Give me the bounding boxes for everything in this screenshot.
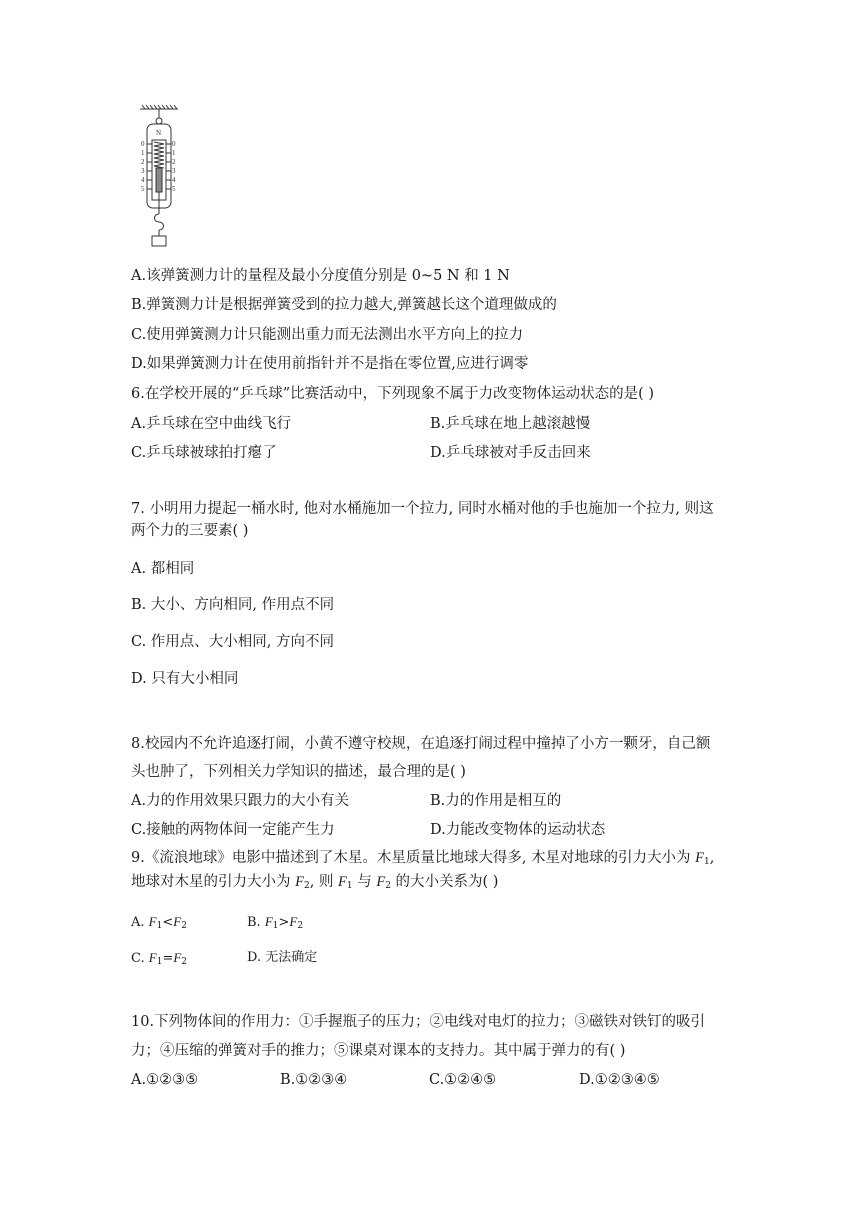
q8-stem-line-1: 8.校园内不允许追逐打闹，小黄不遵守校规，在追逐打闹过程中撞掉了小方一颗牙，自己额 (131, 736, 711, 752)
scale-tick-label-right: 1 (172, 149, 176, 157)
q10-option-a: A.①②③⑤ (131, 1072, 199, 1088)
var-f2: F (173, 914, 182, 929)
q10-option-c: C.①②④⑤ (429, 1072, 497, 1088)
q8-option-a: A.力的作用效果只跟力的大小有关 (131, 793, 350, 809)
var-f1: F (338, 874, 347, 890)
q8-option-b: B.力的作用是相互的 (430, 793, 562, 809)
q7-option-b: B. 大小、方向相同, 作用点不同 (131, 597, 335, 613)
q5-option-c: C.使用弹簧测力计只能测出重力而无法测出水平方向上的拉力 (131, 327, 524, 343)
q9-stem-text: 的大小关系为( ) (390, 874, 499, 890)
sub-2: 2 (385, 881, 391, 891)
q6-option-row-2 (131, 443, 591, 463)
q5-option-a: A.该弹簧测力计的量程及最小分度值分别是 0~5 N 和 1 N (131, 268, 510, 284)
q10-option-b: B.①②③④ (280, 1072, 348, 1088)
scale-unit-label: N (156, 129, 162, 137)
scale-tick-label-left: 0 (141, 140, 145, 148)
q10-stem-line-2: 力；④压缩的弹簧对手的推力；⑤课桌对课本的支持力。其中属于弹力的有( ) (131, 1043, 626, 1059)
q5-option-d: D.如果弹簧测力计在使用前指针并不是指在零位置,应进行调零 (131, 356, 529, 372)
var-f2: F (295, 874, 304, 890)
q7-option-a: A. 都相同 (131, 561, 195, 577)
scale-tick-label-left: 4 (141, 176, 145, 184)
scale-tick-label-right: 4 (172, 176, 176, 184)
q6-option-b: B.乒乓球在地上越滚越慢 (430, 416, 591, 432)
scale-tick-label-left: 1 (141, 149, 145, 157)
q7-option-d: D. 只有大小相同 (131, 671, 239, 687)
q6-option-a: A.乒乓球在空中曲线飞行 (131, 416, 292, 432)
scale-tick-label-right: 5 (172, 185, 176, 193)
option-label: B. (247, 915, 265, 930)
q9-option-d: D. 无法确定 (247, 950, 318, 965)
q9-stem-text: 地球对木星的引力大小为 (131, 874, 296, 890)
q6-option-row-1 (131, 414, 591, 434)
var-f1: F (264, 914, 273, 929)
q6-option-c: C.乒乓球被球拍打瘪了 (131, 445, 277, 461)
q9-option-a (131, 915, 187, 930)
q9-stem-line-1 (131, 848, 714, 872)
option-label: A. (131, 915, 149, 930)
q6-stem: 6.在学校开展的“乒乓球”比赛活动中，下列现象不属于力改变物体运动状态的是( ) (131, 386, 655, 402)
option-label: C. (131, 951, 149, 966)
sub-1: 1 (156, 957, 163, 967)
operator: > (278, 915, 290, 930)
q9-option-row-2 (131, 948, 318, 972)
sub-2: 2 (297, 921, 304, 931)
q9-option-c (131, 951, 187, 966)
q7-stem-line-2: 两个力的三要素( ) (131, 523, 249, 539)
operator: < (162, 915, 174, 930)
scale-tick-label-right: 3 (172, 167, 176, 175)
sub-2: 2 (303, 881, 310, 891)
q8-option-d: D.力能改变物体的运动状态 (430, 822, 606, 838)
sub-1: 1 (704, 857, 710, 867)
scale-tick-label-right: 0 (172, 140, 176, 148)
comma: , (709, 850, 715, 866)
q10-stem-line-1: 10.下列物体间的作用力：①手握瓶子的压力；②电线对电灯的拉力；③磁铁对铁钉的吸引 (131, 1014, 706, 1030)
q10-option-row (131, 1070, 660, 1090)
scale-tick-label-left: 3 (141, 167, 145, 175)
sub-2: 2 (181, 921, 187, 931)
q7-stem-line-1: 7. 小明用力提起一桶水时, 他对水桶施加一个拉力, 同时水桶对他的手也施加一个拉力, 则这 (131, 501, 714, 517)
scale-tick-label-left: 2 (141, 158, 145, 166)
var-f1: F (148, 950, 157, 965)
q7-option-c: C. 作用点、大小相同, 方向不同 (131, 634, 335, 650)
sub-1: 1 (156, 921, 163, 931)
sub-1: 1 (346, 881, 353, 891)
q9-stem-line-2 (131, 872, 498, 896)
q9-stem-text: 9.《流浪地球》电影中描述到了木星。木星质量比地球大得多, 木星对地球的引力大小为 (131, 850, 696, 866)
q10-option-d: D.①②③④⑤ (579, 1072, 660, 1088)
q8-stem-line-2: 头也肿了，下列相关力学知识的描述，最合理的是( ) (131, 764, 466, 780)
spring-scale-figure (138, 104, 188, 252)
q9-option-row-1 (131, 912, 304, 936)
var-f2: F (376, 874, 386, 890)
sub-2: 2 (181, 957, 188, 967)
var-f1: F (148, 914, 157, 929)
sub-1: 1 (272, 921, 279, 931)
q8-option-c: C.接触的两物体间一定能产生力 (131, 822, 335, 838)
operator: = (162, 951, 174, 966)
q6-option-d: D.乒乓球被对手反击回来 (430, 445, 591, 461)
var-f2: F (289, 914, 298, 929)
var-f1: F (695, 850, 705, 866)
q8-option-row-1 (131, 791, 562, 811)
q8-option-row-2 (131, 820, 606, 840)
q9-option-b (247, 912, 303, 936)
q9-stem-text: , 则 (309, 874, 339, 890)
scale-tick-label-right: 2 (172, 158, 176, 166)
scale-tick-label-left: 5 (141, 185, 145, 193)
var-f2: F (173, 950, 182, 965)
q9-stem-text: 与 (352, 874, 377, 890)
q5-option-b: B.弹簧测力计是根据弹簧受到的拉力越大,弹簧越长这个道理做成的 (131, 297, 557, 313)
